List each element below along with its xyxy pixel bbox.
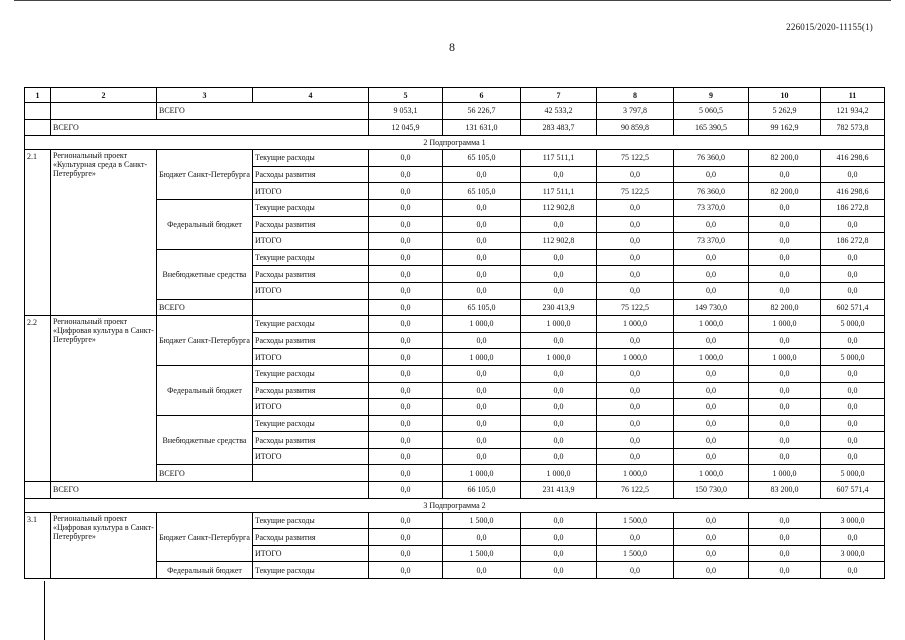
value-cell: 0,0 bbox=[443, 199, 521, 216]
column-header: 3 bbox=[157, 88, 253, 103]
table-row bbox=[25, 119, 885, 136]
expense-type: Текущие расходы bbox=[253, 512, 369, 529]
value-cell: 0,0 bbox=[597, 432, 674, 449]
empty-cell bbox=[51, 103, 157, 120]
expense-type: ИТОГО bbox=[253, 349, 369, 366]
column-header: 2 bbox=[51, 88, 157, 103]
expense-type: ИТОГО bbox=[253, 399, 369, 416]
expense-type: ИТОГО bbox=[253, 448, 369, 465]
value-cell: 0,0 bbox=[749, 448, 821, 465]
value-cell: 73 370,0 bbox=[674, 233, 749, 250]
value-cell: 0,0 bbox=[443, 282, 521, 299]
value-cell: 1 500,0 bbox=[597, 545, 674, 562]
expense-type: ИТОГО bbox=[253, 545, 369, 562]
value-cell: 0,0 bbox=[674, 216, 749, 233]
funding-source: Бюджет Санкт-Петербурга bbox=[157, 150, 253, 200]
value-cell: 416 298,6 bbox=[821, 150, 885, 167]
value-cell: 782 573,8 bbox=[821, 119, 885, 136]
funding-source: Федеральный бюджет bbox=[157, 199, 253, 249]
table-row bbox=[25, 150, 885, 167]
value-cell: 602 571,4 bbox=[821, 299, 885, 316]
value-cell: 0,0 bbox=[521, 432, 597, 449]
value-cell: 0,0 bbox=[674, 512, 749, 529]
value-cell: 83 200,0 bbox=[749, 482, 821, 499]
value-cell: 82 200,0 bbox=[749, 150, 821, 167]
value-cell: 121 934,2 bbox=[821, 103, 885, 120]
value-cell: 0,0 bbox=[369, 482, 443, 499]
table-row bbox=[25, 103, 885, 120]
value-cell: 0,0 bbox=[821, 562, 885, 579]
value-cell: 76 360,0 bbox=[674, 150, 749, 167]
value-cell: 0,0 bbox=[674, 432, 749, 449]
value-cell: 0,0 bbox=[749, 249, 821, 266]
value-cell: 0,0 bbox=[369, 183, 443, 200]
value-cell: 0,0 bbox=[597, 399, 674, 416]
value-cell: 0,0 bbox=[597, 166, 674, 183]
value-cell: 0,0 bbox=[597, 365, 674, 382]
section-row bbox=[25, 498, 885, 512]
value-cell: 1 000,0 bbox=[597, 349, 674, 366]
value-cell: 0,0 bbox=[443, 562, 521, 579]
value-cell: 0,0 bbox=[443, 399, 521, 416]
value-cell: 0,0 bbox=[521, 415, 597, 432]
value-cell: 56 226,7 bbox=[443, 103, 521, 120]
value-cell: 0,0 bbox=[674, 266, 749, 283]
value-cell: 607 571,4 bbox=[821, 482, 885, 499]
value-cell: 0,0 bbox=[597, 415, 674, 432]
value-cell: 0,0 bbox=[821, 216, 885, 233]
table-row bbox=[25, 316, 885, 333]
funding-source: Бюджет Санкт-Петербурга bbox=[157, 512, 253, 562]
value-cell: 90 859,8 bbox=[597, 119, 674, 136]
expense-type: ИТОГО bbox=[253, 282, 369, 299]
value-cell: 1 000,0 bbox=[443, 465, 521, 482]
value-cell: 0,0 bbox=[674, 365, 749, 382]
column-header: 6 bbox=[443, 88, 521, 103]
value-cell: 65 105,0 bbox=[443, 150, 521, 167]
value-cell: 0,0 bbox=[821, 332, 885, 349]
expense-type: Расходы развития bbox=[253, 166, 369, 183]
value-cell: 0,0 bbox=[749, 216, 821, 233]
value-cell: 0,0 bbox=[674, 399, 749, 416]
value-cell: 0,0 bbox=[521, 332, 597, 349]
value-cell: 0,0 bbox=[674, 249, 749, 266]
column-header: 9 bbox=[674, 88, 749, 103]
value-cell: 0,0 bbox=[597, 199, 674, 216]
value-cell: 0,0 bbox=[749, 562, 821, 579]
column-header: 1 bbox=[25, 88, 51, 103]
value-cell: 1 000,0 bbox=[597, 316, 674, 333]
value-cell: 76 360,0 bbox=[674, 183, 749, 200]
value-cell: 0,0 bbox=[674, 332, 749, 349]
value-cell: 0,0 bbox=[369, 199, 443, 216]
value-cell: 0,0 bbox=[369, 349, 443, 366]
value-cell: 0,0 bbox=[369, 249, 443, 266]
page-top-rule bbox=[14, 0, 891, 1]
value-cell: 0,0 bbox=[369, 432, 443, 449]
value-cell: 1 000,0 bbox=[521, 349, 597, 366]
value-cell: 0,0 bbox=[821, 382, 885, 399]
value-cell: 0,0 bbox=[443, 166, 521, 183]
value-cell: 5 262,9 bbox=[749, 103, 821, 120]
value-cell: 0,0 bbox=[674, 562, 749, 579]
value-cell: 0,0 bbox=[674, 166, 749, 183]
value-cell: 0,0 bbox=[369, 399, 443, 416]
value-cell: 117 511,1 bbox=[521, 150, 597, 167]
value-cell: 0,0 bbox=[369, 465, 443, 482]
value-cell: 0,0 bbox=[443, 382, 521, 399]
value-cell: 0,0 bbox=[521, 365, 597, 382]
value-cell: 0,0 bbox=[749, 199, 821, 216]
value-cell: 231 413,9 bbox=[521, 482, 597, 499]
value-cell: 0,0 bbox=[674, 382, 749, 399]
value-cell: 0,0 bbox=[369, 332, 443, 349]
table-body bbox=[25, 88, 885, 579]
value-cell: 112 902,8 bbox=[521, 199, 597, 216]
subprogram-title: 2 Подпрограмма 1 bbox=[25, 136, 885, 150]
empty-cell bbox=[25, 119, 51, 136]
value-cell: 416 298,6 bbox=[821, 183, 885, 200]
value-cell: 82 200,0 bbox=[749, 299, 821, 316]
project-id: 2.2 bbox=[25, 316, 51, 482]
value-cell: 0,0 bbox=[521, 545, 597, 562]
value-cell: 0,0 bbox=[749, 529, 821, 546]
value-cell: 0,0 bbox=[369, 266, 443, 283]
value-cell: 0,0 bbox=[369, 365, 443, 382]
value-cell: 0,0 bbox=[821, 432, 885, 449]
value-cell: 0,0 bbox=[597, 266, 674, 283]
value-cell: 0,0 bbox=[821, 166, 885, 183]
value-cell: 3 797,8 bbox=[597, 103, 674, 120]
expense-type: Текущие расходы bbox=[253, 150, 369, 167]
value-cell: 1 000,0 bbox=[674, 349, 749, 366]
total-label: ВСЕГО bbox=[51, 119, 369, 136]
value-cell: 9 053,1 bbox=[369, 103, 443, 120]
value-cell: 73 370,0 bbox=[674, 199, 749, 216]
value-cell: 0,0 bbox=[521, 448, 597, 465]
value-cell: 0,0 bbox=[749, 266, 821, 283]
value-cell: 0,0 bbox=[521, 166, 597, 183]
value-cell: 0,0 bbox=[443, 432, 521, 449]
expense-type: ИТОГО bbox=[253, 233, 369, 250]
value-cell: 0,0 bbox=[821, 249, 885, 266]
value-cell: 1 500,0 bbox=[443, 512, 521, 529]
value-cell: 0,0 bbox=[597, 233, 674, 250]
value-cell: 0,0 bbox=[369, 382, 443, 399]
value-cell: 0,0 bbox=[749, 282, 821, 299]
column-header: 10 bbox=[749, 88, 821, 103]
value-cell: 0,0 bbox=[674, 415, 749, 432]
total-label: ВСЕГО bbox=[157, 465, 253, 482]
value-cell: 0,0 bbox=[369, 316, 443, 333]
value-cell: 3 000,0 bbox=[821, 512, 885, 529]
value-cell: 0,0 bbox=[821, 282, 885, 299]
value-cell: 186 272,8 bbox=[821, 199, 885, 216]
expense-type: Текущие расходы bbox=[253, 199, 369, 216]
value-cell: 0,0 bbox=[821, 365, 885, 382]
value-cell: 0,0 bbox=[521, 282, 597, 299]
funding-source: Федеральный бюджет bbox=[157, 562, 253, 579]
value-cell: 150 730,0 bbox=[674, 482, 749, 499]
value-cell: 0,0 bbox=[443, 332, 521, 349]
value-cell: 0,0 bbox=[369, 282, 443, 299]
value-cell: 0,0 bbox=[749, 415, 821, 432]
value-cell: 0,0 bbox=[521, 399, 597, 416]
value-cell: 82 200,0 bbox=[749, 183, 821, 200]
column-header: 11 bbox=[821, 88, 885, 103]
value-cell: 0,0 bbox=[369, 150, 443, 167]
value-cell: 0,0 bbox=[597, 529, 674, 546]
project-id: 2.1 bbox=[25, 150, 51, 316]
column-header: 7 bbox=[521, 88, 597, 103]
value-cell: 1 000,0 bbox=[597, 465, 674, 482]
value-cell: 0,0 bbox=[821, 415, 885, 432]
value-cell: 0,0 bbox=[597, 282, 674, 299]
value-cell: 0,0 bbox=[749, 432, 821, 449]
value-cell: 0,0 bbox=[443, 216, 521, 233]
column-header: 4 bbox=[253, 88, 369, 103]
value-cell: 0,0 bbox=[521, 529, 597, 546]
value-cell: 131 631,0 bbox=[443, 119, 521, 136]
section-row bbox=[25, 136, 885, 150]
value-cell: 0,0 bbox=[369, 233, 443, 250]
value-cell: 1 000,0 bbox=[749, 349, 821, 366]
value-cell: 0,0 bbox=[443, 365, 521, 382]
value-cell: 1 000,0 bbox=[443, 316, 521, 333]
value-cell: 0,0 bbox=[521, 512, 597, 529]
document-id: 226015/2020-11155(1) bbox=[786, 22, 873, 32]
expense-type: Текущие расходы bbox=[253, 562, 369, 579]
value-cell: 186 272,8 bbox=[821, 233, 885, 250]
value-cell: 75 122,5 bbox=[597, 299, 674, 316]
value-cell: 0,0 bbox=[821, 399, 885, 416]
empty-cell bbox=[253, 299, 369, 316]
value-cell: 1 000,0 bbox=[749, 316, 821, 333]
expense-type: Расходы развития bbox=[253, 216, 369, 233]
expense-type: Текущие расходы bbox=[253, 365, 369, 382]
value-cell: 0,0 bbox=[521, 266, 597, 283]
value-cell: 5 000,0 bbox=[821, 465, 885, 482]
value-cell: 65 105,0 bbox=[443, 183, 521, 200]
value-cell: 0,0 bbox=[821, 266, 885, 283]
value-cell: 12 045,9 bbox=[369, 119, 443, 136]
value-cell: 0,0 bbox=[749, 545, 821, 562]
value-cell: 117 511,1 bbox=[521, 183, 597, 200]
value-cell: 5 060,5 bbox=[674, 103, 749, 120]
value-cell: 0,0 bbox=[749, 365, 821, 382]
page-number: 8 bbox=[449, 40, 455, 54]
margin-rule bbox=[44, 581, 45, 640]
empty-cell bbox=[25, 482, 51, 499]
value-cell: 0,0 bbox=[597, 216, 674, 233]
expense-type: Текущие расходы bbox=[253, 249, 369, 266]
expense-type: Расходы развития bbox=[253, 529, 369, 546]
total-label: ВСЕГО bbox=[157, 299, 253, 316]
value-cell: 0,0 bbox=[369, 562, 443, 579]
value-cell: 230 413,9 bbox=[521, 299, 597, 316]
value-cell: 1 000,0 bbox=[521, 465, 597, 482]
value-cell: 0,0 bbox=[749, 382, 821, 399]
value-cell: 0,0 bbox=[369, 545, 443, 562]
value-cell: 0,0 bbox=[821, 448, 885, 465]
value-cell: 0,0 bbox=[443, 233, 521, 250]
value-cell: 0,0 bbox=[369, 415, 443, 432]
project-name: Региональный проект «Цифровая культура в Санкт-Петербурге» bbox=[51, 316, 157, 482]
value-cell: 0,0 bbox=[443, 266, 521, 283]
expense-type: Текущие расходы bbox=[253, 316, 369, 333]
value-cell: 1 500,0 bbox=[597, 512, 674, 529]
value-cell: 0,0 bbox=[521, 382, 597, 399]
value-cell: 165 390,5 bbox=[674, 119, 749, 136]
funding-source: Бюджет Санкт-Петербурга bbox=[157, 316, 253, 366]
value-cell: 0,0 bbox=[597, 448, 674, 465]
total-label: ВСЕГО bbox=[157, 103, 369, 120]
project-name: Региональный проект «Цифровая культура в Санкт-Петербурге» bbox=[51, 512, 157, 578]
expense-type: Расходы развития bbox=[253, 266, 369, 283]
column-header: 8 bbox=[597, 88, 674, 103]
value-cell: 66 105,0 bbox=[443, 482, 521, 499]
value-cell: 0,0 bbox=[521, 562, 597, 579]
value-cell: 0,0 bbox=[369, 166, 443, 183]
value-cell: 0,0 bbox=[749, 233, 821, 250]
expense-type: Текущие расходы bbox=[253, 415, 369, 432]
table-header-row bbox=[25, 88, 885, 103]
value-cell: 0,0 bbox=[369, 299, 443, 316]
empty-cell bbox=[253, 465, 369, 482]
value-cell: 0,0 bbox=[443, 415, 521, 432]
value-cell: 0,0 bbox=[443, 529, 521, 546]
funding-source: Внебюджетные средства bbox=[157, 249, 253, 299]
subprogram-total-row bbox=[25, 482, 885, 499]
value-cell: 42 533,2 bbox=[521, 103, 597, 120]
value-cell: 0,0 bbox=[749, 332, 821, 349]
value-cell: 1 000,0 bbox=[443, 349, 521, 366]
value-cell: 0,0 bbox=[597, 332, 674, 349]
value-cell: 99 162,9 bbox=[749, 119, 821, 136]
value-cell: 0,0 bbox=[521, 216, 597, 233]
value-cell: 0,0 bbox=[674, 529, 749, 546]
value-cell: 1 500,0 bbox=[443, 545, 521, 562]
empty-cell bbox=[25, 103, 51, 120]
value-cell: 0,0 bbox=[821, 529, 885, 546]
value-cell: 76 122,5 bbox=[597, 482, 674, 499]
value-cell: 0,0 bbox=[443, 448, 521, 465]
value-cell: 0,0 bbox=[597, 562, 674, 579]
budget-table bbox=[24, 87, 885, 579]
expense-type: Расходы развития bbox=[253, 382, 369, 399]
value-cell: 283 483,7 bbox=[521, 119, 597, 136]
table-row bbox=[25, 512, 885, 529]
value-cell: 0,0 bbox=[674, 282, 749, 299]
value-cell: 3 000,0 bbox=[821, 545, 885, 562]
expense-type: ИТОГО bbox=[253, 183, 369, 200]
value-cell: 0,0 bbox=[369, 512, 443, 529]
total-label: ВСЕГО bbox=[51, 482, 369, 499]
value-cell: 0,0 bbox=[674, 448, 749, 465]
expense-type: Расходы развития bbox=[253, 332, 369, 349]
value-cell: 0,0 bbox=[674, 545, 749, 562]
value-cell: 0,0 bbox=[749, 399, 821, 416]
column-header: 5 bbox=[369, 88, 443, 103]
value-cell: 75 122,5 bbox=[597, 150, 674, 167]
value-cell: 112 902,8 bbox=[521, 233, 597, 250]
value-cell: 5 000,0 bbox=[821, 316, 885, 333]
value-cell: 0,0 bbox=[749, 512, 821, 529]
funding-source: Внебюджетные средства bbox=[157, 415, 253, 465]
value-cell: 1 000,0 bbox=[674, 465, 749, 482]
value-cell: 0,0 bbox=[443, 249, 521, 266]
value-cell: 5 000,0 bbox=[821, 349, 885, 366]
value-cell: 1 000,0 bbox=[674, 316, 749, 333]
value-cell: 75 122,5 bbox=[597, 183, 674, 200]
expense-type: Расходы развития bbox=[253, 432, 369, 449]
funding-source: Федеральный бюджет bbox=[157, 365, 253, 415]
value-cell: 1 000,0 bbox=[521, 316, 597, 333]
subprogram-title: 3 Подпрограмма 2 bbox=[25, 498, 885, 512]
project-id: 3.1 bbox=[25, 512, 51, 578]
value-cell: 0,0 bbox=[369, 448, 443, 465]
value-cell: 0,0 bbox=[597, 249, 674, 266]
value-cell: 1 000,0 bbox=[749, 465, 821, 482]
project-name: Региональный проект «Культурная среда в Санкт-Петербурге» bbox=[51, 150, 157, 316]
value-cell: 0,0 bbox=[521, 249, 597, 266]
value-cell: 0,0 bbox=[749, 166, 821, 183]
value-cell: 0,0 bbox=[597, 382, 674, 399]
value-cell: 65 105,0 bbox=[443, 299, 521, 316]
value-cell: 0,0 bbox=[369, 216, 443, 233]
value-cell: 149 730,0 bbox=[674, 299, 749, 316]
value-cell: 0,0 bbox=[369, 529, 443, 546]
